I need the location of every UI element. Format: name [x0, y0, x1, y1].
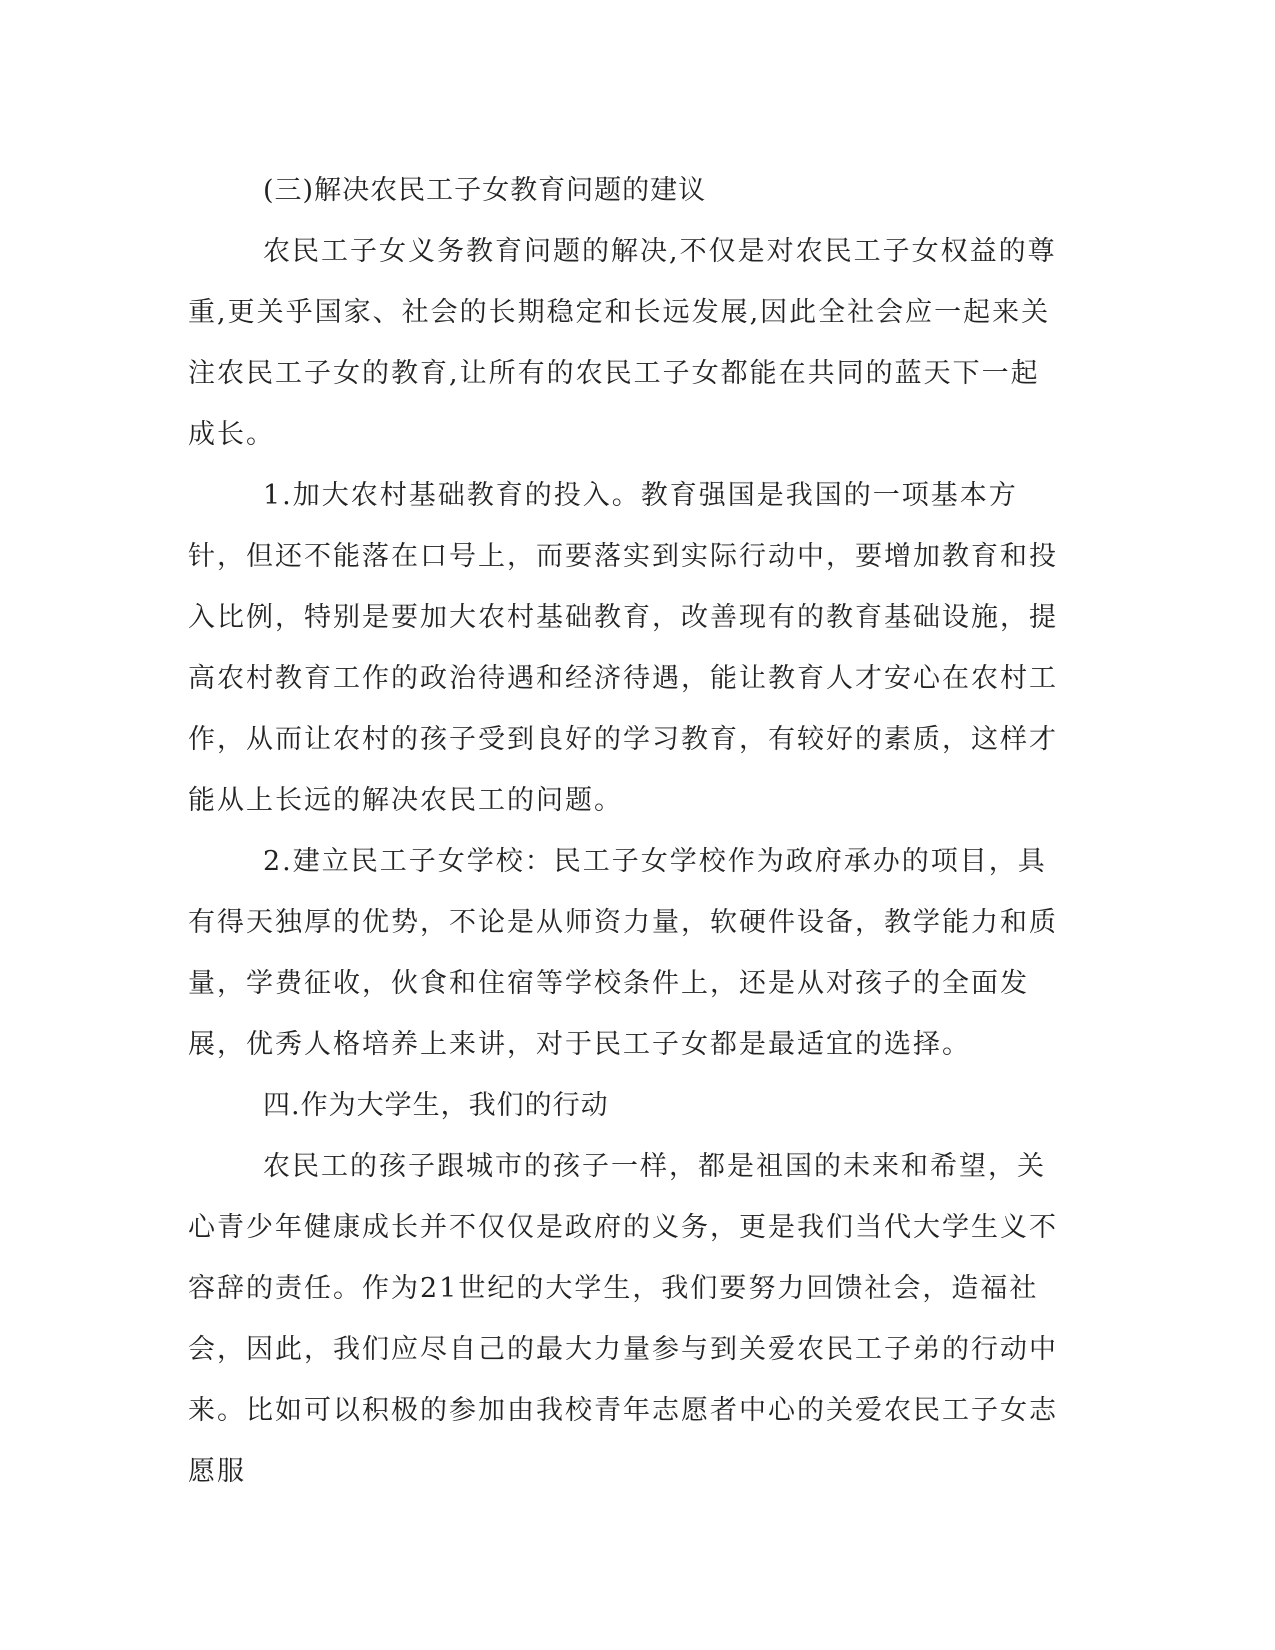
- paragraph-action: 农民工的孩子跟城市的孩子一样，都是祖国的未来和希望，关心青少年健康成长并不仅仅是政府的义务，更是我们当代大学生义不容辞的责任。作为21世纪的大学生，我们要努力回馈社会，造福社会，因此，我们应尽自己的最大力量参与到关爱农民工子弟的行动中来。比如可以积极的参加由我校青年志愿者中心的关爱农民工子女志愿服: [188, 1151, 1058, 1487]
- paragraph-item-1: 1.加大农村基础教育的投入。教育强国是我国的一项基本方针，但还不能落在口号上，而要落实到实际行动中，要增加教育和投入比例，特别是要加大农村基础教育，改善现有的教育基础设施，提高农村教育工作的政治待遇和经济待遇，能让教育人才安心在农村工作，从而让农村的孩子受到良好的学习教育，有较好的素质，这样才能从上长远的解决农民工的问题。: [188, 480, 1058, 816]
- section-heading-3: (三)解决农民工子女教育问题的建议: [263, 175, 707, 206]
- paragraph-item-2: 2.建立民工子女学校：民工子女学校作为政府承办的项目，具有得天独厚的优势，不论是从师资力量，软硬件设备，教学能力和质量，学费征收，伙食和住宿等学校条件上，还是从对孩子的全面发展，优秀人格培养上来讲，对于民工子女都是最适宜的选择。: [188, 846, 1058, 1060]
- paragraph-intro: 农民工子女义务教育问题的解决,不仅是对农民工子女权益的尊重,更关乎国家、社会的长期稳定和长远发展,因此全社会应一起来关注农民工子女的教育,让所有的农民工子女都能在共同的蓝天下一起成长。: [188, 236, 1057, 450]
- section-heading-4: 四.作为大学生，我们的行动: [263, 1090, 609, 1121]
- document-body: [188, 160, 1068, 1502]
